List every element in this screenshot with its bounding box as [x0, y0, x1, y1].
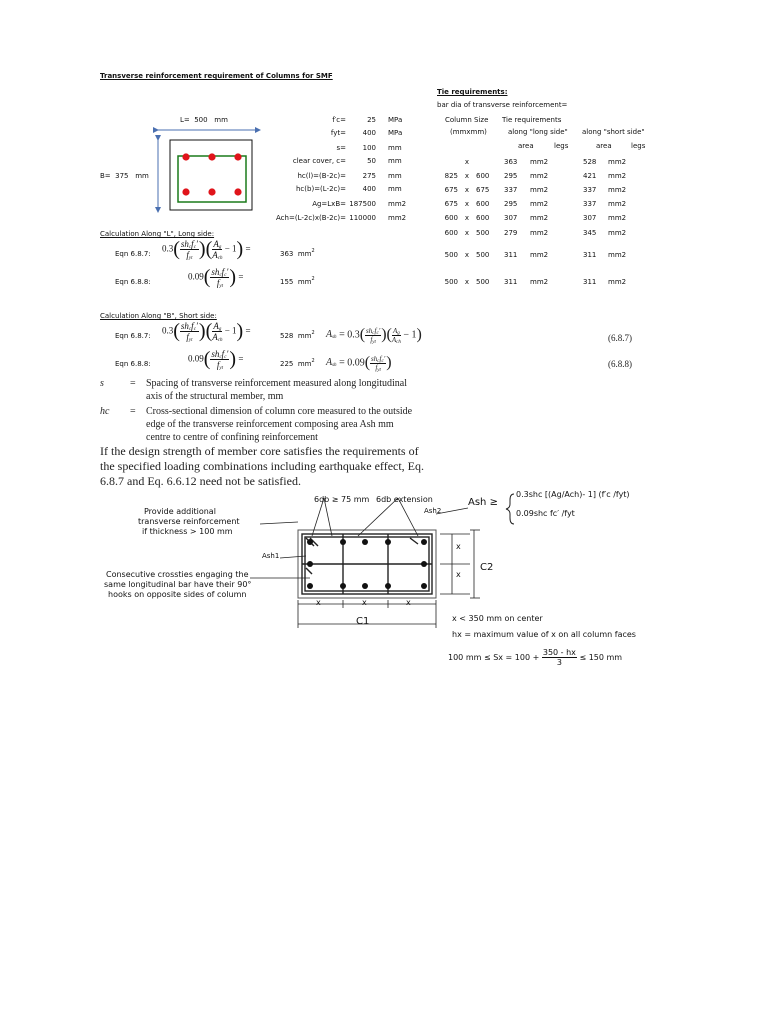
hook — [306, 568, 312, 574]
unit: mm2 — [608, 251, 627, 259]
col-size-x: x — [464, 186, 470, 194]
ash-formula-2: 0.09shc fc′ /fyt — [516, 509, 575, 518]
rebar — [234, 188, 241, 195]
area-header: area — [596, 142, 612, 150]
dim-x: x — [456, 542, 461, 551]
param-value: 110000 — [349, 214, 376, 222]
param-label: Ach=(L-2c)x(B-2c)= — [276, 214, 346, 222]
hc-definition-1: Cross-sectional dimension of column core measured to the outside — [146, 406, 413, 417]
param-unit: mm — [388, 172, 402, 180]
note-sx: 100 mm ≤ Sx = 100 + $\frac{350 - hx}{3}$ ≤ 150 mm — [448, 648, 623, 667]
label-6db-extension: 6db extension — [376, 495, 433, 504]
ash-label: Ash ≥ — [468, 497, 498, 508]
label-ash2: Ash2 — [424, 507, 442, 515]
rebar — [208, 153, 215, 160]
short-side-area: 337 — [583, 200, 597, 208]
col-size-unit: (mmxmm) — [450, 128, 487, 136]
legs-header: legs — [554, 142, 569, 150]
param-unit: mm — [388, 185, 402, 193]
label-consecutive-3: hooks on opposite sides of column — [108, 590, 247, 599]
long-eq1-result: 363 $mm^2$ — [280, 248, 315, 258]
unit: mm2 — [530, 172, 549, 180]
col-size-a: 825 — [444, 172, 458, 180]
short-eq1-formula: 0.3( $sh_cf_c'$ $f_{yt}$ )( $A_g$ $A_{ch}$ − 1) = — [162, 320, 251, 343]
dim-x: x — [456, 570, 461, 579]
short-eq1-label: Eqn 6.8.7: — [115, 332, 151, 340]
short-side-header: along "short side" — [582, 128, 645, 136]
short-side-area: 307 — [583, 214, 597, 222]
col-size-b: 600 — [476, 200, 490, 208]
label-6db-75: 6db ≥ 75 mm — [314, 495, 370, 504]
dim-c2: C2 — [480, 562, 494, 573]
param-unit: MPa — [388, 116, 403, 124]
param-label: s= — [336, 144, 346, 152]
legs-header: legs — [631, 142, 646, 150]
col-size-header: Column Size — [445, 116, 489, 124]
dim-x: x — [316, 598, 321, 607]
short-eq2-result: 225 $mm^2$ — [280, 358, 315, 368]
unit: mm2 — [530, 186, 549, 194]
note-x: x < 350 mm on center — [452, 614, 543, 623]
col-size-x: x — [464, 172, 470, 180]
eq-sign: = — [130, 406, 136, 417]
long-side-header: along "long side" — [508, 128, 568, 136]
label-consecutive-1: Consecutive crossties engaging the — [106, 570, 249, 579]
param-label: fyt= — [330, 129, 346, 137]
param-label: clear cover, c= — [292, 157, 346, 165]
paragraph-line-3: 6.8.7 and Eq. 6.6.12 need not be satisfied. — [100, 474, 301, 488]
col-size-x: x — [464, 200, 470, 208]
code-eq1-number: (6.8.7) — [608, 333, 632, 343]
tie-heading: Tie requirements: — [437, 88, 508, 96]
rebar — [182, 188, 189, 195]
unit: mm2 — [608, 158, 627, 166]
tie-req-header: Tie requirements — [502, 116, 562, 124]
param-label: f′c= — [332, 116, 346, 124]
param-unit: mm — [388, 144, 402, 152]
short-side-area: 311 — [583, 278, 597, 286]
tie-subheading: bar dia of transverse reinforcement= — [437, 101, 568, 109]
col-size-x: x — [464, 251, 470, 259]
long-eq2-result: 155 $mm^2$ — [280, 276, 315, 286]
param-value: 25 — [367, 116, 376, 124]
code-eq1: $A_{sh} = 0.3$( $sh_cf_c'$ $f_{yt}$ )( $A_g$ $A_{ch}$ − 1) — [326, 326, 422, 345]
unit: mm2 — [530, 229, 549, 237]
long-side-area: 311 — [504, 278, 518, 286]
param-value: 187500 — [349, 200, 376, 208]
column-outline — [170, 140, 252, 210]
unit: mm2 — [530, 251, 549, 259]
col-size-b: 675 — [476, 186, 490, 194]
hc-definition-3: centre to centre of confining reinforcement — [146, 432, 318, 443]
long-side-area: 295 — [504, 200, 518, 208]
rebar — [182, 153, 189, 160]
col-size-x: x — [464, 229, 470, 237]
paragraph-line-2: the specified loading combinations including earthquake effect, Eq. — [100, 459, 425, 473]
col-size-b: 500 — [476, 229, 490, 237]
short-side-area: 421 — [583, 172, 597, 180]
short-side-area: 311 — [583, 251, 597, 259]
col-size-a: 600 — [444, 229, 458, 237]
col-size-b: 500 — [476, 278, 490, 286]
col-size-a: 675 — [444, 186, 458, 194]
unit: mm2 — [530, 278, 549, 286]
unit: mm2 — [530, 214, 549, 222]
param-value: 275 — [362, 172, 376, 180]
long-side-area: 337 — [504, 186, 518, 194]
calc-short-heading: Calculation Along "B", Short side: — [100, 312, 217, 320]
short-side-area: 337 — [583, 186, 597, 194]
label-consecutive-2: same longitudinal bar have their 90° — [104, 580, 252, 589]
param-unit: mm2 — [388, 214, 407, 222]
rebar — [208, 188, 215, 195]
long-side-area: 363 — [504, 158, 518, 166]
code-eq2: $A_{sh} = 0.09$( $sh_cf_c'$ $f_{yt}$ ) — [326, 354, 392, 373]
hook — [410, 538, 418, 544]
param-unit: mm2 — [388, 200, 407, 208]
b-dimension: B= 375 mm — [100, 172, 149, 180]
col-size-a: 500 — [444, 251, 458, 259]
note-hx: hx = maximum value of x on all column faces — [452, 630, 636, 639]
ash-formula-1: 0.3shc [(Ag/Ach)- 1] (f′c /fyt) — [516, 490, 630, 499]
unit: mm2 — [608, 186, 627, 194]
param-value: 100 — [362, 144, 376, 152]
label-additional-1: Provide additional — [144, 507, 216, 516]
long-side-area: 279 — [504, 229, 518, 237]
unit: mm2 — [608, 172, 627, 180]
hc-definition-2: edge of the transverse reinforcement composing area Ash mm — [146, 419, 394, 430]
unit: mm2 — [530, 158, 549, 166]
dim-c1: C1 — [356, 616, 370, 627]
col-size-a: 500 — [444, 278, 458, 286]
short-eq2-formula: 0.09( $sh_cf_c'$ $f_{yt}$ ) = — [188, 348, 244, 371]
long-eq2-label: Eqn 6.8.8: — [115, 278, 151, 286]
short-eq1-result: 528 $mm^2$ — [280, 330, 315, 340]
col-size-a: 675 — [444, 200, 458, 208]
long-eq1-formula: 0.3( $sh_cf_c'$ $f_{yt}$ )( $A_g$ $A_{ch}$ − 1) = — [162, 238, 251, 261]
label-additional-2: transverse reinforcement — [138, 517, 240, 526]
s-symbol: s — [100, 378, 104, 389]
area-header: area — [518, 142, 534, 150]
column-section-diagram — [150, 124, 266, 216]
long-side-area: 311 — [504, 251, 518, 259]
param-unit: mm — [388, 157, 402, 165]
param-unit: MPa — [388, 129, 403, 137]
col-size-b: 500 — [476, 251, 490, 259]
s-definition-2: axis of the structural member, mm — [146, 391, 284, 402]
col-size-b: 600 — [476, 214, 490, 222]
col-size-x: x — [464, 278, 470, 286]
param-label: hc(b)=(L-2c)= — [296, 185, 346, 193]
page-title: Transverse reinforcement requirement of Columns for SMF — [100, 72, 333, 80]
unit: mm2 — [608, 214, 627, 222]
param-value: 50 — [367, 157, 376, 165]
calc-long-heading: Calculation Along "L", Long side: — [100, 230, 215, 238]
col-size-a: 600 — [444, 214, 458, 222]
param-value: 400 — [362, 129, 376, 137]
short-eq2-label: Eqn 6.8.8: — [115, 360, 151, 368]
long-side-area: 307 — [504, 214, 518, 222]
paragraph-line-1: If the design strength of member core satisfies the requirements of — [100, 444, 419, 458]
unit: mm2 — [608, 278, 627, 286]
hc-symbol: hc — [100, 406, 110, 417]
rebar — [234, 153, 241, 160]
param-label: Ag=LxB= — [312, 200, 346, 208]
dim-x: x — [362, 598, 367, 607]
col-size-x: x — [464, 158, 470, 166]
param-value: 400 — [362, 185, 376, 193]
long-eq2-formula: 0.09( $sh_cf_c'$ $f_{yt}$ ) = — [188, 266, 244, 289]
l-dimension: L= 500 mm — [180, 116, 228, 124]
short-side-area: 528 — [583, 158, 597, 166]
unit: mm2 — [530, 200, 549, 208]
col-size-b: 600 — [476, 172, 490, 180]
unit: mm2 — [608, 229, 627, 237]
code-eq2-number: (6.8.8) — [608, 359, 632, 369]
long-eq1-label: Eqn 6.8.7: — [115, 250, 151, 258]
label-additional-3: if thickness > 100 mm — [142, 527, 233, 536]
col-size-x: x — [464, 214, 470, 222]
param-label: hc(l)=(B-2c)= — [297, 172, 346, 180]
long-side-area: 295 — [504, 172, 518, 180]
label-ash1: Ash1 — [262, 552, 280, 560]
eq-sign: = — [130, 378, 136, 389]
unit: mm2 — [608, 200, 627, 208]
dim-x: x — [406, 598, 411, 607]
s-definition-1: Spacing of transverse reinforcement measured along longitudinal — [146, 378, 408, 389]
short-side-area: 345 — [583, 229, 597, 237]
